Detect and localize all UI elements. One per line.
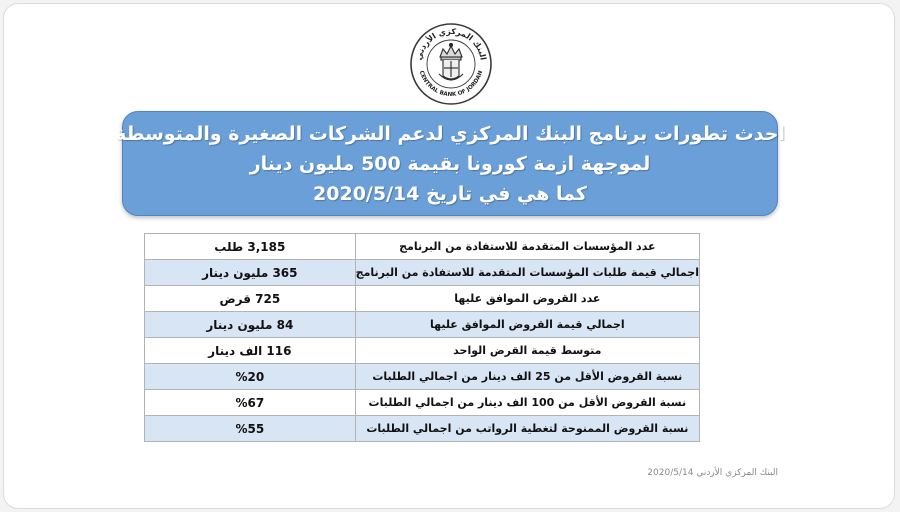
logo-english-text: CENTRAL BANK OF JORDAN (417, 70, 485, 99)
table-row (145, 390, 700, 416)
row-value: 3,185 طلب (145, 234, 356, 260)
title-line-1: احدث تطورات برنامج البنك المركزي لدعم الشركات الصغيرة والمتوسطة (115, 122, 785, 145)
title-banner (115, 111, 785, 216)
table-row (145, 416, 700, 442)
table-row (145, 338, 700, 364)
statistics-table (144, 233, 700, 442)
table-row (145, 312, 700, 338)
table-row (145, 364, 700, 390)
logo-arabic-text: البنك المركزي الأردني (414, 26, 488, 61)
footer-source: البنك المركزي الأردني 2020/5/14 (647, 468, 778, 478)
row-label: نسبة القروض الممنوحة لتغطية الرواتب من اجمالي الطلبات (355, 416, 699, 442)
row-value: 116 الف دينار (145, 338, 356, 364)
row-value: %55 (145, 416, 356, 442)
central-bank-logo (409, 22, 493, 106)
row-label: نسبة القروض الأقل من 100 الف دينار من اجمالي الطلبات (355, 390, 699, 416)
crown-emblem-icon (439, 43, 463, 80)
row-label: اجمالي قيمة القروض الموافق عليها (355, 312, 699, 338)
row-label: عدد المؤسسات المتقدمة للاستفادة من البرنامج (355, 234, 699, 260)
title-line-2: لموجهة ازمة كورونا بقيمة 500 مليون دينار (249, 152, 651, 175)
row-label: نسبة القروض الأقل من 25 الف دينار من اجمالي الطلبات (355, 364, 699, 390)
row-value: %67 (145, 390, 356, 416)
row-value: 365 مليون دينار (145, 260, 356, 286)
table-row (145, 286, 700, 312)
table-row (145, 234, 700, 260)
row-label: اجمالي قيمة طلبات المؤسسات المتقدمة للاستفادة من البرنامج (355, 260, 699, 286)
title-line-3: كما هي في تاريخ 2020/5/14 (313, 182, 587, 205)
row-label: متوسط قيمة القرض الواحد (355, 338, 699, 364)
row-value: 725 قرض (145, 286, 356, 312)
table-row (145, 260, 700, 286)
row-value: 84 مليون دينار (145, 312, 356, 338)
row-label: عدد القروض الموافق عليها (355, 286, 699, 312)
slide (4, 4, 894, 508)
row-value: %20 (145, 364, 356, 390)
